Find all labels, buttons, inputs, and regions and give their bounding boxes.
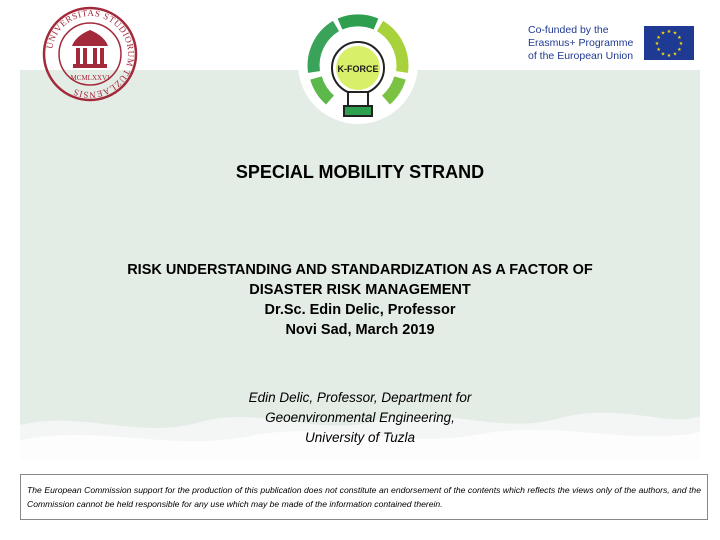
svg-text:★: ★ [654,41,660,47]
svg-text:★: ★ [656,35,661,41]
eu-notice-line-3: of the European Union [528,50,634,62]
svg-text:★: ★ [666,29,672,35]
seal-year-text: MCMLXXVI [70,74,110,82]
eu-notice-line-2: Erasmus+ Programme [528,37,634,49]
slide-title: SPECIAL MOBILITY STRAND [235,162,485,182]
kforce-label: K-FORCE [337,64,379,74]
eu-notice-text [528,24,633,63]
eu-disclaimer: The European Commission support for the production of this publication does not constitute an endorsement of the contents which reflects the views only of the authors, and the Commission cannot be held responsible for any use which may be made of the information contained therein. [20,474,708,520]
kforce-logo [296,2,420,132]
svg-text:★: ★ [672,30,678,37]
eu-flag-icon [644,26,694,60]
svg-text:★: ★ [666,53,672,59]
svg-text:★: ★ [660,30,666,37]
author-line-2: Geoenvironmental Engineering, [265,410,455,425]
eu-cofunding-notice [520,20,700,68]
svg-text:★: ★ [656,47,661,53]
svg-text:★: ★ [672,51,678,58]
author-line-1: Edin Delic, Professor, Department for [248,390,472,405]
university-seal-logo [42,6,138,102]
presenter-line: Dr.Sc. Edin Delic, Professor [264,302,456,318]
eu-notice-line-1: Co-funded by the [528,24,609,36]
seal-ring-text: UNIVERSITAS STUDIORUM TUZLAENSIS [44,7,137,101]
svg-text:★: ★ [677,47,682,53]
svg-text:★: ★ [678,41,684,47]
author-line-3: University of Tuzla [304,430,416,445]
subtitle-line-1: RISK UNDERSTANDING AND STANDARDIZATION AS A FACTOR OF [127,262,593,278]
subtitle-line-2: DISASTER RISK MANAGEMENT [249,282,471,298]
svg-text:★: ★ [677,35,682,41]
location-date-line: Novi Sad, March 2019 [285,322,435,338]
presentation-subtitle [60,260,660,340]
author-affiliation [160,388,560,448]
svg-text:★: ★ [660,51,666,58]
